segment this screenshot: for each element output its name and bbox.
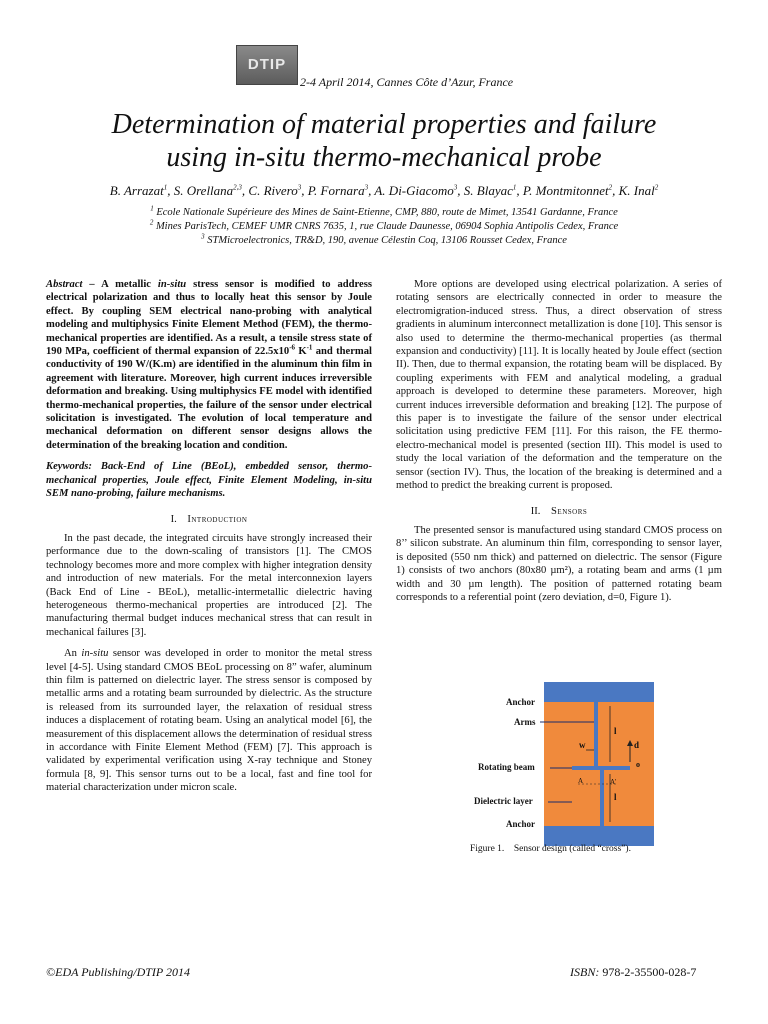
paper-title [40, 108, 728, 174]
author: P. Montmitonnet$^2$ [522, 183, 613, 198]
label-dielectric-layer: Dielectric layer [474, 796, 533, 806]
label-w: w [579, 740, 586, 750]
label-rotating-beam: Rotating beam [478, 762, 535, 772]
conference-info: 2-4 April 2014, Cannes Côte d’Azur, France [300, 75, 514, 89]
rotating-beam-bar [572, 766, 630, 770]
label-arms: Arms [514, 717, 536, 727]
anchor-top [544, 682, 654, 702]
affiliations [40, 206, 728, 248]
sensors-paragraph-1: The presented sensor is manufactured using standard CMOS process on 8’’ silicon substrate. An aluminum thin film, corresponding to sensor layer, is deposited (550 nm thick) and patterned on dielectric. The sensor (Figure 1) consists of two anchors (80x80 µm²), a rotating beam and arms (1 µm width and 30 µm length). The position of patterned rotating beam corresponds to a referential point (zero deviation, d=0, Figure 1). [396, 524, 722, 603]
right-column [396, 278, 722, 612]
section-heading-sensors: II. Sensors [530, 505, 588, 517]
author: A. Di-Giacomo$^3$ [374, 183, 458, 198]
label-d: d [634, 740, 640, 750]
title-line-1: Determination of material properties and failure [111, 109, 657, 140]
left-column [46, 278, 372, 803]
label-anchor-top: Anchor [506, 697, 535, 707]
author-list: B. Arrazat$^1$, S. Orellana$^{2,3}$, C. Rivero$^3$, P. Fornara$^3$, A. Di-Giacomo$^3$, S. Blayac$^1$, P. Montmitonnet$^2$, K. Inal$^2$ [109, 183, 659, 198]
intro-paragraph-2: An in-situ sensor was developed in order to monitor the metal stress level [4-5]. Using standard CMOS BEoL processing on 8” wafer, aluminum thin film is patterned on dielectric layer. The stress sensor is composed by metallic arms and a rotating beam surrounded by dielectric. As the structure is released from its surrounded layer, the relaxation of residual stress induces a displacement of rotating beam. Using an analytical model [6], the measurement of this displacement allows the determination of residual stress in accordance with Finite Element Method (FEM) [7]. This approach is validated by experimental verification using X-ray technique and Stoney formula [8, 9]. This sensor turns out to be a local, fast and fine tool for material characterization under micron scale. [46, 648, 373, 794]
label-a-prime: A' [610, 778, 617, 786]
footer-publisher: ©EDA Publishing/DTIP 2014 [46, 965, 191, 979]
footer-isbn: ISBN: 978-2-35500-028-7 [570, 965, 697, 979]
figure-caption: Figure 1. Sensor design (called “cross”). [470, 844, 631, 854]
label-o: o [636, 760, 640, 769]
keywords: Keywords: Back-End of Line (BEoL), embedded sensor, thermo-mechanical properties, Joule effect, Finite Element Modeling, in-situ SEM nano-probing, failure mechanisms. [46, 461, 372, 500]
dtip-logo: DTIP [236, 45, 298, 85]
anchor-bottom [544, 826, 654, 846]
author: P. Fornara$^3$ [307, 183, 369, 198]
author: C. Rivero$^3$ [248, 183, 302, 198]
author: S. Blayac$^1$ [463, 183, 517, 198]
arm-bottom [600, 770, 604, 826]
author: S. Orellana$^{2,3}$ [173, 183, 242, 198]
label-anchor-bottom: Anchor [506, 819, 535, 829]
section-heading-introduction: I. Introduction [170, 513, 248, 525]
author: K. Inal$^2$ [618, 183, 659, 198]
author: B. Arrazat$^1$ [109, 183, 168, 198]
abstract: Abstract – A metallic in-situ stress sensor is modified to address electrical polarization and thus to locally heat this sensor by Joule effect. By coupling SEM electrical nano-probing with analytical modeling and multiphysics Finite Element Method (FEM), the thermo-mechanical properties are identified. As a result, a tensile stress state of 190 MPa, coefficient of thermal expansion of $22.5x10^{-6}$ $K^{-1}$ and thermal conductivity of 190 W/(K.m) are identified in the aluminum thin film in agreement with literature. Moreover, high current induces irreversible deformation and breaking. Using multiphysics FE model with identified thermo-mechanical properties, the failure of the sensor under electrical solicitation is investigated. The evolution of local temperature and mechanical deformation on different sensor designs allows the determination of the breaking location and condition. [46, 279, 372, 451]
title-line-2: using in-situ thermo-mechanical probe [166, 142, 602, 173]
right-paragraph-1: More options are developed using electrical polarization. A series of rotating sensors are electrically connected in order to measure the electromigration-induced stress. Thus, a direct observation of stress gradients in aluminum interconnect metallization is done [10]. This sensor is also used to determine the thermo-mechanical properties (as thermal expansion and conductivity) [11]. It is locally heated by Joule effect (section II). Then, due to thermal expansion, the rotating beam will be displaced. By coupling experiments with FEM and analytical modeling, a gradual approach is developed to determine these parameters. Moreover, high current induces irreversible deformation and breaking [12]. The purpose of this paper is to investigate the failure of the sensor under electrical solicitation using predictive FEM [11]. For this raison, the FE thermo-electro-mechanical model is presented (section III). This model is used to study the local variation of the deformation and the temperature on the sensor (section IV). Thus, the location of the breaking is determined and a method to predict the breaking current is proposed. [396, 279, 722, 492]
affiliation: $^3$ STMicroelectronics, TR&D, 190, avenue Célestin Coq, 13106 Rousset Cedex, France [201, 232, 567, 246]
affiliation: $^2$ Mines ParisTech, CEMEF UMR CNRS 7635, 1, rue Claude Daunesse, 06904 Sophia Antipolis Cedex, France [149, 218, 619, 232]
figure-sensor-design [468, 682, 730, 848]
label-l-bottom: l [614, 792, 617, 802]
intro-paragraph-1: In the past decade, the integrated circuits have strongly increased their performance due to the down-scaling of transistors [1]. The CMOS technology becomes more and more complex with higher integration density and introduction of new materials. For the metal interconnexion layers (Back End of Line - BEoL), metallic-intermetallic dielectric having heterogeneous thermo-mechanical properties are introduced [2]. The manufacturing thermal budget induces mechanical stress that can result in mechanical failures [3]. [46, 532, 372, 638]
label-l-top: l [614, 726, 617, 736]
arm-top [594, 702, 598, 766]
affiliation: $^1$ Ecole Nationale Supérieure des Mines de Saint-Etienne, CMP, 880, route de Mimet, 13541 Gardanne, France [150, 204, 618, 218]
label-a: A [578, 777, 584, 785]
